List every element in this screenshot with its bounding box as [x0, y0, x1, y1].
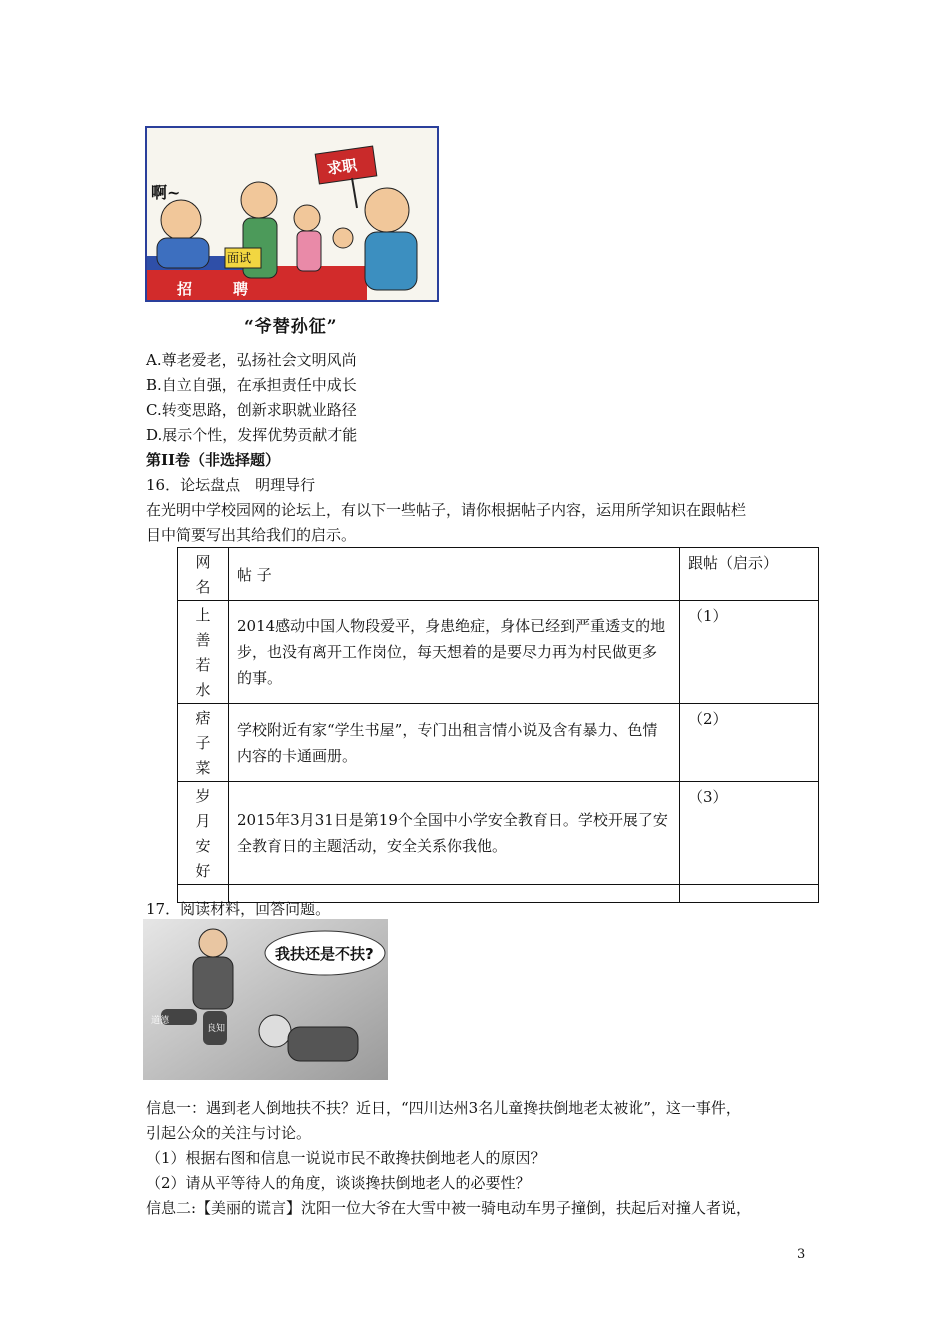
header-reply: 跟帖（启示）	[688, 554, 779, 572]
row-reply: （2）	[688, 710, 728, 728]
row-name: 上善若水	[195, 606, 211, 699]
info2-line: 信息二:【美丽的谎言】沈阳一位大爷在大雪中被一骑电动车男子撞倒，扶起后对撞人者说，	[146, 1199, 752, 1217]
option-d: D.展示个性，发挥优势贡献才能	[146, 426, 358, 444]
row-name: 痞子菜	[195, 709, 211, 777]
q16-intro-line-2: 目中简要写出其给我们的启示。	[146, 526, 357, 544]
sign-text: 求职	[325, 155, 359, 178]
section-title: 第II卷（非选择题）	[146, 451, 281, 469]
table-row	[178, 704, 819, 782]
row-reply: （1）	[688, 607, 728, 625]
help-elderly-cartoon	[143, 919, 388, 1080]
banner-char-1: 招	[177, 280, 193, 298]
option-a: A.尊老爱老，弘扬社会文明风尚	[146, 351, 357, 369]
table-row	[178, 601, 819, 704]
speech-bubble-text: 我扶还是不扶?	[275, 945, 374, 963]
table-header-row	[178, 548, 819, 601]
cartoon-caption: “爷替孙征”	[244, 317, 338, 337]
sub-question-1: （1）根据右图和信息一说说市民不敢搀扶倒地老人的原因？	[146, 1149, 546, 1167]
option-c: C.转变思路，创新求职就业路径	[146, 401, 357, 419]
row-post: 2015年3月31日是第19个全国中小学安全教育日。学校开展了安全教育日的主题活动，安全关系你我他。	[237, 811, 668, 855]
header-post: 帖 子	[237, 565, 272, 584]
row-post: 2014感动中国人物段爱平，身患绝症，身体已经到严重透支的地步，也没有离开工作岗位，每天想着的是要尽力再为村民做更多的事。	[237, 617, 666, 687]
sub-question-2: （2）请从平等待人的角度，谈谈搀扶倒地老人的必要性？	[146, 1174, 531, 1192]
q16-intro-line-1: 在光明中学校园网的论坛上，有以下一些帖子，请你根据帖子内容，运用所学知识在跟帖栏	[146, 501, 747, 519]
row-post: 学校附近有家“学生书屋”，专门出租言情小说及含有暴力、色情内容的卡通画册。	[237, 720, 658, 765]
banner-char-2: 聘	[233, 280, 249, 298]
table-row	[178, 782, 819, 885]
tag-morality: 道德	[151, 1016, 170, 1026]
job-seeking-cartoon	[145, 126, 439, 302]
row-reply: （3）	[688, 788, 728, 806]
header-name: 网名	[195, 553, 211, 596]
q16-title: 16．论坛盘点 明理导行	[146, 476, 316, 494]
info1-line-1: 信息一：遇到老人倒地扶不扶？近日，“四川达州3名儿童搀扶倒地老太被讹”，这一事件，	[146, 1099, 741, 1117]
info1-line-2: 引起公众的关注与讨论。	[146, 1124, 312, 1142]
q17-title: 17．阅读材料，回答问题。	[146, 900, 331, 918]
desk-card-text: 面试	[227, 251, 252, 265]
exclaim-text: 啊~	[151, 183, 181, 202]
row-name: 岁月安好	[195, 787, 211, 880]
forum-table	[177, 547, 819, 903]
page-number: 3	[797, 1247, 806, 1262]
option-b: B.自立自强，在承担责任中成长	[146, 376, 357, 394]
tag-conscience: 良知	[207, 1024, 226, 1034]
